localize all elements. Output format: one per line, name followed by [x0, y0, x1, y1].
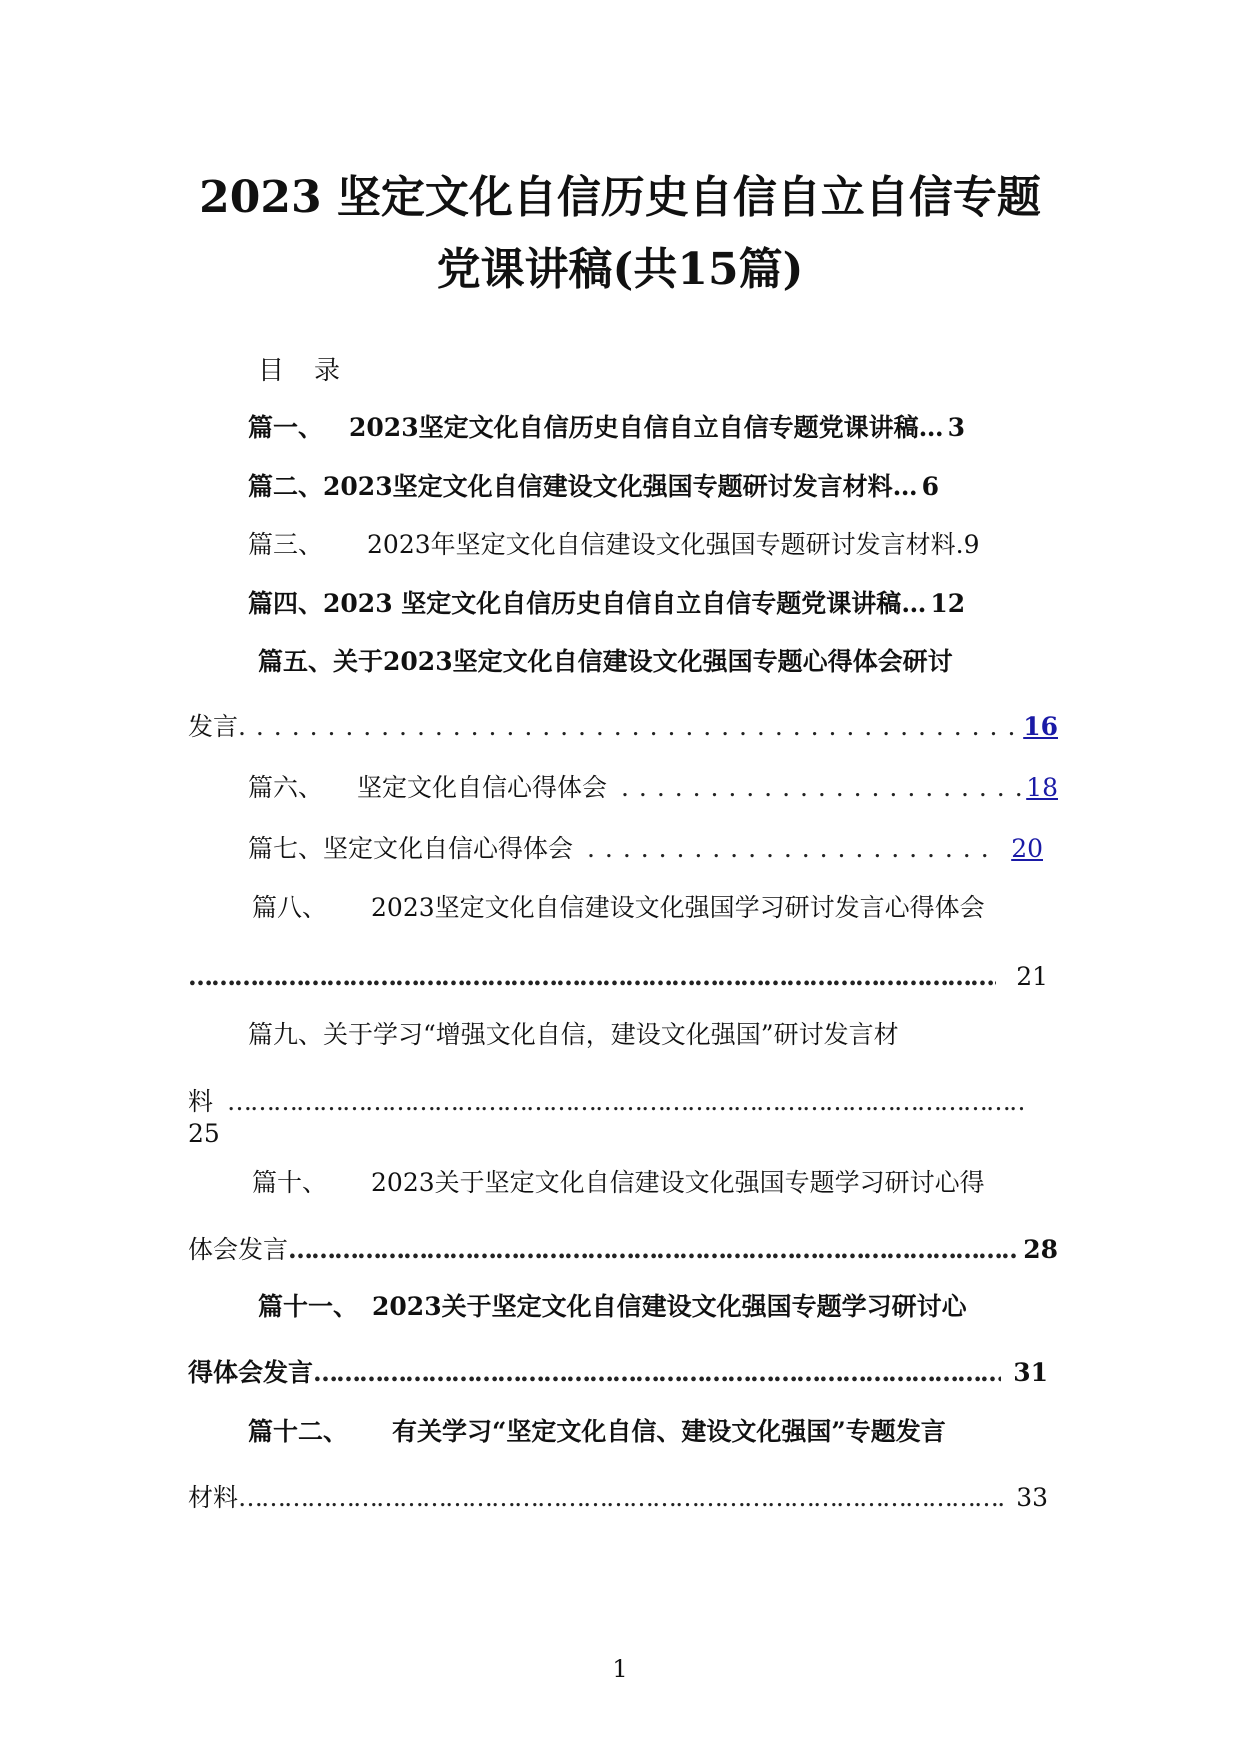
toc-entry-label: 篇十、	[252, 1168, 328, 1197]
toc-entry-10[interactable]	[252, 1163, 1058, 1203]
title-line-2: 党课讲稿(共15篇)	[436, 244, 804, 295]
toc-entry-10-continued[interactable]	[188, 1230, 1058, 1270]
toc-entry-9-continued[interactable]	[188, 1082, 1023, 1122]
toc-entry-12[interactable]	[248, 1412, 1048, 1452]
toc-dot-leader	[313, 1353, 1001, 1393]
toc-entry-label: 篇五、	[258, 647, 334, 676]
toc-entry-label: 篇十一、	[258, 1292, 359, 1321]
toc-entry-5[interactable]	[258, 642, 1058, 682]
toc-entry-leader: .	[955, 530, 964, 559]
toc-entry-page: 28	[1023, 1235, 1058, 1264]
toc-entry-3[interactable]	[248, 525, 1058, 565]
toc-entry-label: 篇二、	[248, 472, 324, 501]
toc-entry-page: 21	[1016, 962, 1048, 991]
toc-dot-leader	[238, 1478, 1004, 1518]
toc-entry-label: 篇三、	[248, 530, 324, 559]
toc-entry-11-continued[interactable]	[188, 1353, 1048, 1393]
toc-entry-4[interactable]	[248, 584, 1058, 624]
toc-heading	[258, 350, 340, 387]
toc-dot-leader	[587, 829, 995, 869]
document-title	[150, 168, 1090, 300]
title-line-1: 2023 坚定文化自信历史自信自立自信专题	[199, 172, 1041, 223]
toc-entry-text: 2023年坚定文化自信建设文化强国专题研讨发言材料	[367, 530, 956, 559]
toc-entry-9[interactable]	[248, 1015, 1053, 1055]
toc-dot-leader	[238, 707, 1019, 747]
toc-entry-text: 2023坚定文化自信建设文化强国专题研讨发言材料	[323, 472, 893, 501]
toc-heading-char-1: 目	[258, 356, 285, 386]
toc-entry-page: 3	[947, 413, 966, 442]
toc-entry-text: 2023关于坚定文化自信建设文化强国专题学习研讨心	[372, 1292, 967, 1321]
toc-entry-leader: …	[918, 413, 944, 442]
toc-entry-leader: …	[901, 589, 927, 618]
toc-entry-label: 篇八、	[252, 893, 328, 922]
toc-dot-leader	[621, 768, 1022, 808]
toc-entry-leader: …	[892, 472, 918, 501]
toc-entry-page-link[interactable]: 16	[1023, 712, 1058, 741]
toc-entry-text-continued: 得体会发言	[188, 1358, 314, 1387]
toc-entry-7[interactable]	[248, 829, 1043, 869]
toc-dot-leader	[188, 957, 996, 997]
toc-entry-text: 关于2023坚定文化自信建设文化强国专题心得体会研讨	[333, 647, 953, 676]
toc-entry-2[interactable]	[248, 467, 1058, 507]
toc-entry-text: 2023坚定文化自信历史自信自立自信专题党课讲稿	[349, 413, 919, 442]
toc-entry-label: 篇六、	[248, 773, 324, 802]
toc-entry-page-link[interactable]: 18	[1026, 773, 1058, 802]
toc-entry-label: 篇一、	[248, 413, 324, 442]
toc-entry-12-continued[interactable]	[188, 1478, 1048, 1518]
toc-entry-text-continued: 发言	[188, 712, 239, 741]
toc-entry-page: 9	[963, 530, 980, 559]
toc-entry-label: 篇十二、	[248, 1417, 349, 1446]
toc-dot-leader	[227, 1082, 1023, 1122]
toc-entry-text: 2023关于坚定文化自信建设文化强国专题学习研讨心得	[371, 1168, 985, 1197]
toc-entry-page: 25	[188, 1119, 220, 1148]
toc-entry-6[interactable]	[248, 768, 1058, 808]
toc-entry-5-continued[interactable]	[188, 707, 1058, 747]
toc-entry-text-continued: 料	[188, 1087, 214, 1116]
toc-entry-text: 2023坚定文化自信建设文化强国学习研讨发言心得体会	[371, 893, 985, 922]
toc-heading-char-2: 录	[314, 356, 341, 386]
toc-entry-text-continued: 材料	[188, 1483, 239, 1512]
toc-entry-text: 坚定文化自信心得体会	[323, 834, 574, 863]
toc-entry-8[interactable]	[252, 888, 1058, 928]
toc-entry-11[interactable]	[258, 1287, 1058, 1327]
toc-entry-8-continued[interactable]	[188, 957, 1048, 997]
toc-entry-9-page[interactable]	[188, 1114, 288, 1154]
toc-entry-1[interactable]	[248, 408, 1058, 448]
toc-entry-label: 篇七、	[248, 834, 324, 863]
toc-entry-text: 有关学习“坚定文化自信、建设文化强国”专题发言	[392, 1417, 946, 1446]
toc-entry-text: 关于学习“增强文化自信，建设文化强国”研讨发言材	[323, 1020, 899, 1049]
toc-entry-text-continued: 体会发言	[188, 1235, 289, 1264]
toc-entry-text: 2023 坚定文化自信历史自信自立自信专题党课讲稿	[323, 589, 902, 618]
toc-entry-page: 12	[930, 589, 966, 618]
toc-dot-leader	[288, 1230, 1019, 1270]
toc-entry-page: 33	[1016, 1483, 1048, 1512]
toc-entry-page: 6	[921, 472, 940, 501]
toc-entry-page-link[interactable]: 20	[1011, 834, 1043, 863]
toc-entry-page: 31	[1013, 1358, 1048, 1387]
toc-entry-text: 坚定文化自信心得体会	[357, 773, 608, 802]
toc-entry-label: 篇九、	[248, 1020, 324, 1049]
toc-entry-label: 篇四、	[248, 589, 324, 618]
page-number: 1	[612, 1655, 628, 1683]
